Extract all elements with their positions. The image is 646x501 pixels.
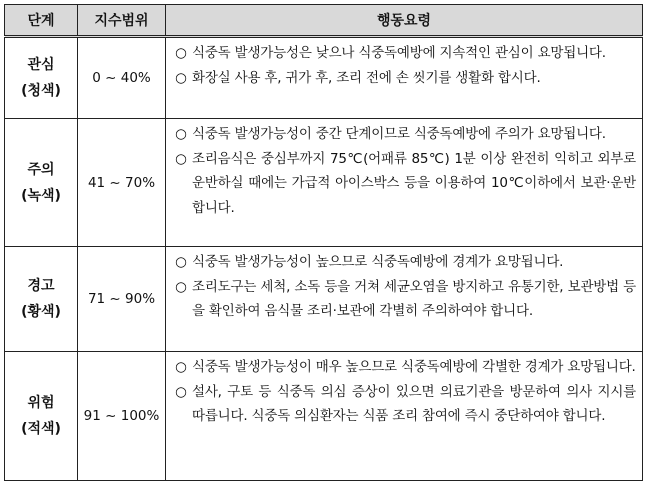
action-text: 식중독 발생가능성이 매우 높으므로 식중독예방에 각별한 경계가 요망됩니다.: [192, 359, 636, 375]
action-text: 설사, 구토 등 식중독 의심 증상이 있으면 의료기관을 방문하여 의사 지시를 따릅니다. 식중독 의심환자는 식품 조리 참여에 즉시 중단하여야 합니다.: [192, 383, 636, 424]
action-cell: [166, 119, 643, 247]
action-text: 조리음식은 중심부까지 75℃(어패류 85℃) 1분 이상 완전히 익히고 외부로 운반하실 때에는 가급적 아이스박스 등을 이용하여 10℃이하에서 보관·운반 합니다.: [192, 150, 636, 216]
header-action: 행동요령: [166, 5, 643, 37]
level-name: 경고: [27, 278, 55, 294]
level-color: (녹색): [21, 187, 61, 204]
action-item: [170, 147, 636, 221]
action-text: 식중독 발생가능성은 낮으나 식중독예방에 지속적인 관심이 요망됩니다.: [192, 45, 606, 61]
level-color: (적색): [21, 421, 61, 437]
food-poisoning-guideline-table: [4, 4, 643, 481]
bullet-mark: ○: [175, 126, 187, 142]
range-cell: 91 ~ 100%: [78, 352, 166, 481]
action-item: [170, 380, 636, 429]
action-item: [170, 41, 636, 66]
bullet-mark: ○: [175, 254, 187, 270]
action-cell: [166, 247, 643, 352]
level-name: 위험: [27, 395, 55, 411]
table-row: [5, 247, 643, 352]
table-row: [5, 37, 643, 119]
action-cell: [166, 352, 643, 481]
level-cell: [5, 247, 78, 352]
level-name: 주의: [27, 161, 55, 178]
bullet-mark: ○: [175, 359, 187, 375]
bullet-mark: ○: [175, 278, 187, 295]
action-item: [170, 275, 636, 324]
action-item: [170, 66, 636, 91]
table-row: [5, 119, 643, 247]
header-level: 단계: [5, 5, 78, 37]
bullet-mark: ○: [175, 69, 187, 86]
range-cell: 41 ~ 70%: [78, 119, 166, 247]
level-cell: [5, 352, 78, 481]
action-text: 식중독 발생가능성이 중간 단계이므로 식중독예방에 주의가 요망됩니다.: [192, 126, 606, 142]
level-color: (청색): [21, 83, 61, 99]
table-row: [5, 352, 643, 481]
action-item: [170, 355, 636, 380]
bullet-mark: ○: [175, 383, 187, 400]
action-text: 조리도구는 세척, 소독 등을 거쳐 세균오염을 방지하고 유통기한, 보관방법 등을 확인하여 음식물 조리·보관에 각별히 주의하여야 합니다.: [192, 278, 636, 319]
action-item: [170, 250, 636, 275]
action-item: [170, 122, 636, 147]
range-cell: 71 ~ 90%: [78, 247, 166, 352]
level-cell: [5, 119, 78, 247]
action-text: 화장실 사용 후, 귀가 후, 조리 전에 손 씻기를 생활화 합시다.: [192, 69, 541, 86]
level-color: (황색): [21, 304, 61, 320]
level-cell: [5, 37, 78, 119]
action-text: 식중독 발생가능성이 높으므로 식중독예방에 경계가 요망됩니다.: [192, 254, 564, 270]
bullet-mark: ○: [175, 150, 187, 167]
header-range: 지수범위: [78, 5, 166, 37]
header-row: [5, 5, 643, 37]
range-cell: 0 ~ 40%: [78, 37, 166, 119]
bullet-mark: ○: [175, 45, 187, 61]
level-name: 관심: [27, 57, 55, 73]
action-cell: [166, 37, 643, 119]
